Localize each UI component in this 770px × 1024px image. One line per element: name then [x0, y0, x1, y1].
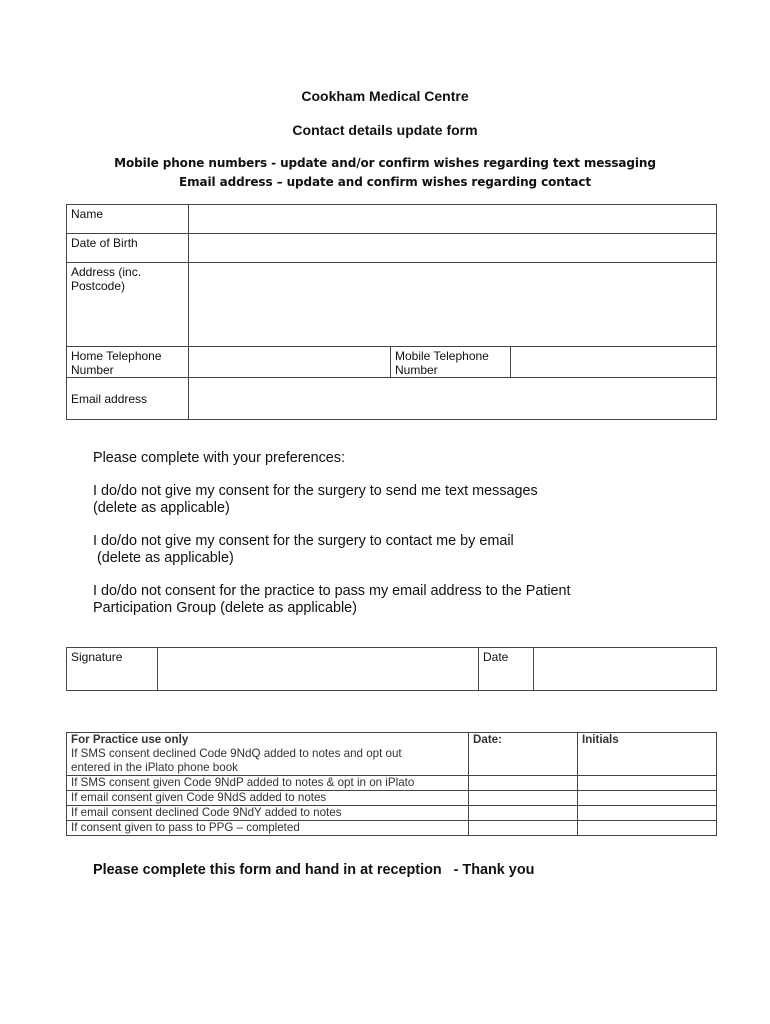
mobile-phone-label	[391, 347, 511, 378]
ppg-consent-line2: Participation Group (delete as applicable)	[93, 600, 357, 616]
address-label-line2: Postcode)	[71, 279, 126, 293]
practice-row5-date[interactable]	[469, 821, 578, 836]
practice-date-header: Date:	[469, 733, 578, 776]
practice-row3-date[interactable]	[469, 791, 578, 806]
practice-row4-date[interactable]	[469, 806, 578, 821]
email-consent-line1: I do/do not give my consent for the surgery to contact me by email	[93, 533, 514, 549]
practice-row4-initials[interactable]	[578, 806, 717, 821]
address-label-line1: Address (inc.	[71, 265, 142, 279]
practice-row4: If email consent declined Code 9NdY added to notes	[67, 806, 469, 821]
email-field[interactable]	[189, 378, 717, 420]
home-phone-label-line2: Number	[71, 363, 114, 377]
date-label: Date	[479, 648, 534, 691]
preferences-intro: Please complete with your preferences:	[93, 450, 345, 466]
home-phone-label	[67, 347, 189, 378]
address-field[interactable]	[189, 263, 717, 347]
form-title: Contact details update form	[292, 122, 478, 138]
practice-row5: If consent given to pass to PPG – completed	[67, 821, 469, 836]
email-note: Email address – update and confirm wishes regarding contact	[179, 175, 591, 189]
email-label: Email address	[67, 378, 189, 420]
sms-consent-line1: I do/do not give my consent for the surgery to send me text messages	[93, 483, 538, 499]
home-phone-label-line1: Home Telephone	[71, 349, 162, 363]
ppg-consent	[93, 583, 571, 617]
practice-heading: For Practice use only	[71, 733, 189, 746]
signature-label: Signature	[67, 648, 158, 691]
mobile-phone-field[interactable]	[511, 347, 717, 378]
practice-row2-initials[interactable]	[578, 776, 717, 791]
mobile-note: Mobile phone numbers - update and/or confirm wishes regarding text messaging	[114, 156, 656, 170]
practice-use-table	[66, 732, 717, 836]
date-field[interactable]	[534, 648, 717, 691]
email-consent	[93, 533, 514, 567]
patient-details-table	[66, 204, 717, 420]
name-field[interactable]	[189, 205, 717, 234]
sms-consent-line2: (delete as applicable)	[93, 500, 230, 516]
practice-row1-line1: If SMS consent declined Code 9NdQ added to notes and opt out	[71, 747, 402, 760]
closing-instruction: Please complete this form and hand in at reception - Thank you	[93, 862, 535, 878]
practice-row2-date[interactable]	[469, 776, 578, 791]
practice-sms-declined-cell	[67, 733, 469, 776]
email-consent-line2: (delete as applicable)	[93, 550, 234, 566]
practice-row5-initials[interactable]	[578, 821, 717, 836]
practice-initials-header: Initials	[578, 733, 717, 776]
ppg-consent-line1: I do/do not consent for the practice to pass my email address to the Patient	[93, 583, 571, 599]
practice-row2: If SMS consent given Code 9NdP added to notes & opt in on iPlato	[67, 776, 469, 791]
home-phone-field[interactable]	[189, 347, 391, 378]
dob-label: Date of Birth	[67, 234, 189, 263]
address-label	[67, 263, 189, 347]
sms-consent	[93, 483, 538, 517]
clinic-title: Cookham Medical Centre	[301, 88, 469, 104]
practice-row3-initials[interactable]	[578, 791, 717, 806]
mobile-phone-label-line1: Mobile Telephone	[395, 349, 489, 363]
practice-row1-line2: entered in the iPlato phone book	[71, 761, 238, 774]
signature-table	[66, 647, 717, 691]
name-label: Name	[67, 205, 189, 234]
practice-row3: If email consent given Code 9NdS added to notes	[67, 791, 469, 806]
mobile-phone-label-line2: Number	[395, 363, 438, 377]
signature-field[interactable]	[158, 648, 479, 691]
dob-field[interactable]	[189, 234, 717, 263]
